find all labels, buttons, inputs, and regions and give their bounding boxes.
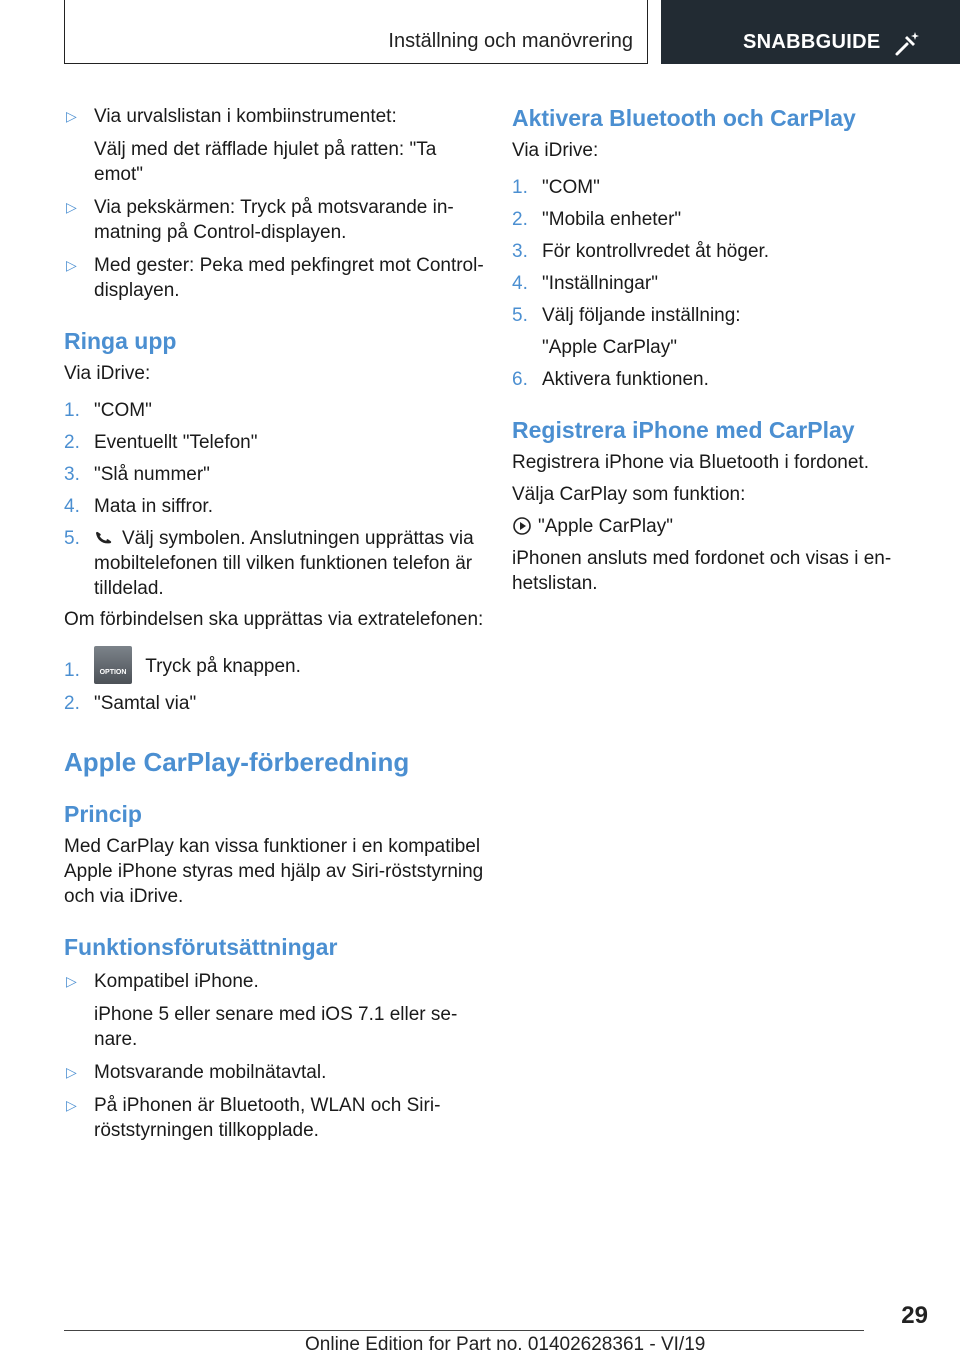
- step-subtext: "Apple CarPlay": [542, 337, 677, 358]
- list-item: 1. "COM": [64, 400, 152, 421]
- triangle-bullet-icon: ▷: [66, 973, 77, 989]
- right-column: [512, 104, 912, 596]
- numbered-list: [64, 646, 484, 716]
- step-text: "Slå nummer": [94, 464, 210, 485]
- list-item: [64, 104, 484, 187]
- numbered-list: [64, 398, 484, 601]
- section-heading: Aktivera Bluetooth och CarPlay: [512, 105, 856, 131]
- quick-guide-icon: [893, 28, 923, 58]
- list-item: [64, 969, 484, 1052]
- triangle-bullet-icon: ▷: [66, 1097, 77, 1113]
- paragraph: Registrera iPhone via Bluetooth i fordonet.: [512, 452, 869, 473]
- list-item: 1. OPTION Tryck på knappen.: [64, 646, 484, 684]
- bullet-text: Via pekskärmen: Tryck på motsvarande inmatning på Control-displayen.: [94, 197, 454, 243]
- step-text: "Samtal via": [94, 693, 197, 714]
- step-text: "COM": [94, 400, 152, 421]
- triangle-bullet-icon: ▷: [66, 257, 77, 273]
- step-text: Mata in siffror.: [94, 496, 213, 517]
- left-column: [64, 104, 484, 1143]
- list-item: 6. Aktivera funktionen.: [512, 369, 709, 390]
- list-item: [64, 195, 484, 245]
- list-item: [64, 1093, 484, 1143]
- step-text: Välj symbolen. Anslutningen upprättas via mobiltelefonen till vilken funktionen telefon är tilldelad.: [94, 528, 474, 599]
- header-section-title: Inställning och manövrering: [388, 30, 633, 52]
- bullet-text: På iPhonen är Bluetooth, WLAN och Siri-röststyrningen tillkopplade.: [94, 1095, 441, 1141]
- section-heading: Funktionsförutsättningar: [64, 934, 338, 960]
- list-item: 3. För kontrollvredet åt höger.: [512, 241, 770, 262]
- guide-label: SNABBGUIDE: [743, 31, 881, 53]
- carplay-icon: [512, 516, 532, 536]
- section-heading: Registrera iPhone med CarPlay: [512, 417, 855, 443]
- bullet-text: Med gester: Peka med pekfingret mot Control-displayen.: [94, 255, 484, 301]
- step-text: För kontrollvredet åt höger.: [542, 241, 770, 262]
- bullet-text: Motsvarande mobilnätavtal.: [94, 1062, 327, 1083]
- chapter-heading: Apple CarPlay-förberedning: [64, 747, 410, 777]
- step-text: "COM": [542, 177, 600, 198]
- section-heading: Ringa upp: [64, 328, 177, 354]
- list-item: 4. "Inställningar": [512, 273, 658, 294]
- list-item: 1. "COM": [512, 177, 600, 198]
- carplay-line: [512, 514, 912, 539]
- list-item: 5. Välj symbolen. Anslutningen upprättas via mobiltelefonen till vilken funktionen telefon är tilldelad.: [64, 528, 474, 599]
- bullet-text: Kompatibel iPhone.: [94, 971, 259, 992]
- footer-divider: [64, 1330, 864, 1331]
- paragraph: Välja CarPlay som funktion:: [512, 484, 746, 505]
- triangle-bullet-icon: ▷: [66, 1064, 77, 1080]
- list-item: 4. Mata in siffror.: [64, 496, 213, 517]
- triangle-bullet-icon: ▷: [66, 108, 77, 124]
- list-item: [64, 253, 484, 303]
- step-text: Eventuellt "Telefon": [94, 432, 258, 453]
- paragraph: Via iDrive:: [512, 140, 599, 161]
- header-guide-tab[interactable]: [661, 0, 960, 64]
- option-label: OPTION: [99, 669, 127, 676]
- paragraph: Via iDrive:: [64, 363, 151, 384]
- step-text: "Mobila enheter": [542, 209, 682, 230]
- numbered-list: [512, 175, 912, 392]
- list-item: [64, 1060, 484, 1085]
- carplay-text: "Apple CarPlay": [538, 516, 673, 537]
- paragraph: iPhonen ansluts med fordonet och visas i enhetslistan.: [512, 548, 892, 594]
- step-text: Välj följande inställning:: [542, 305, 741, 326]
- bullet-subtext: Välj med det räfflade hjulet på ratten: "Ta emot": [94, 139, 437, 185]
- list-item: 2. Eventuellt "Telefon": [64, 432, 258, 453]
- bullet-subtext: iPhone 5 eller senare med iOS 7.1 eller senare.: [94, 1004, 458, 1050]
- paragraph: Om förbindelsen ska upprättas via extratelefonen:: [64, 609, 484, 630]
- list-item: 2. "Mobila enheter": [512, 209, 682, 230]
- page-number: 29: [901, 1302, 928, 1329]
- bullet-text: Via urvalslistan i kombiinstrumentet:: [94, 106, 397, 127]
- triangle-bullet-icon: ▷: [66, 199, 77, 215]
- list-item: 5. Välj följande inställning: "Apple CarPlay": [512, 303, 912, 360]
- option-button-icon: [94, 646, 132, 684]
- section-heading: Princip: [64, 801, 142, 827]
- header-section-box: [64, 0, 648, 64]
- list-item: 2. "Samtal via": [64, 693, 197, 714]
- step-text: Aktivera funktionen.: [542, 369, 709, 390]
- footer-edition: Online Edition for Part no. 01402628361 - VI/19: [305, 1334, 706, 1355]
- step-text: "Inställningar": [542, 273, 658, 294]
- list-item: 3. "Slå nummer": [64, 464, 210, 485]
- phone-handset-icon: [94, 529, 116, 547]
- step-text: Tryck på knappen.: [145, 656, 301, 677]
- paragraph: Med CarPlay kan vissa funktioner i en kompatibel Apple iPhone styras med hjälp av Siri-röststyrning och via iDrive.: [64, 836, 484, 907]
